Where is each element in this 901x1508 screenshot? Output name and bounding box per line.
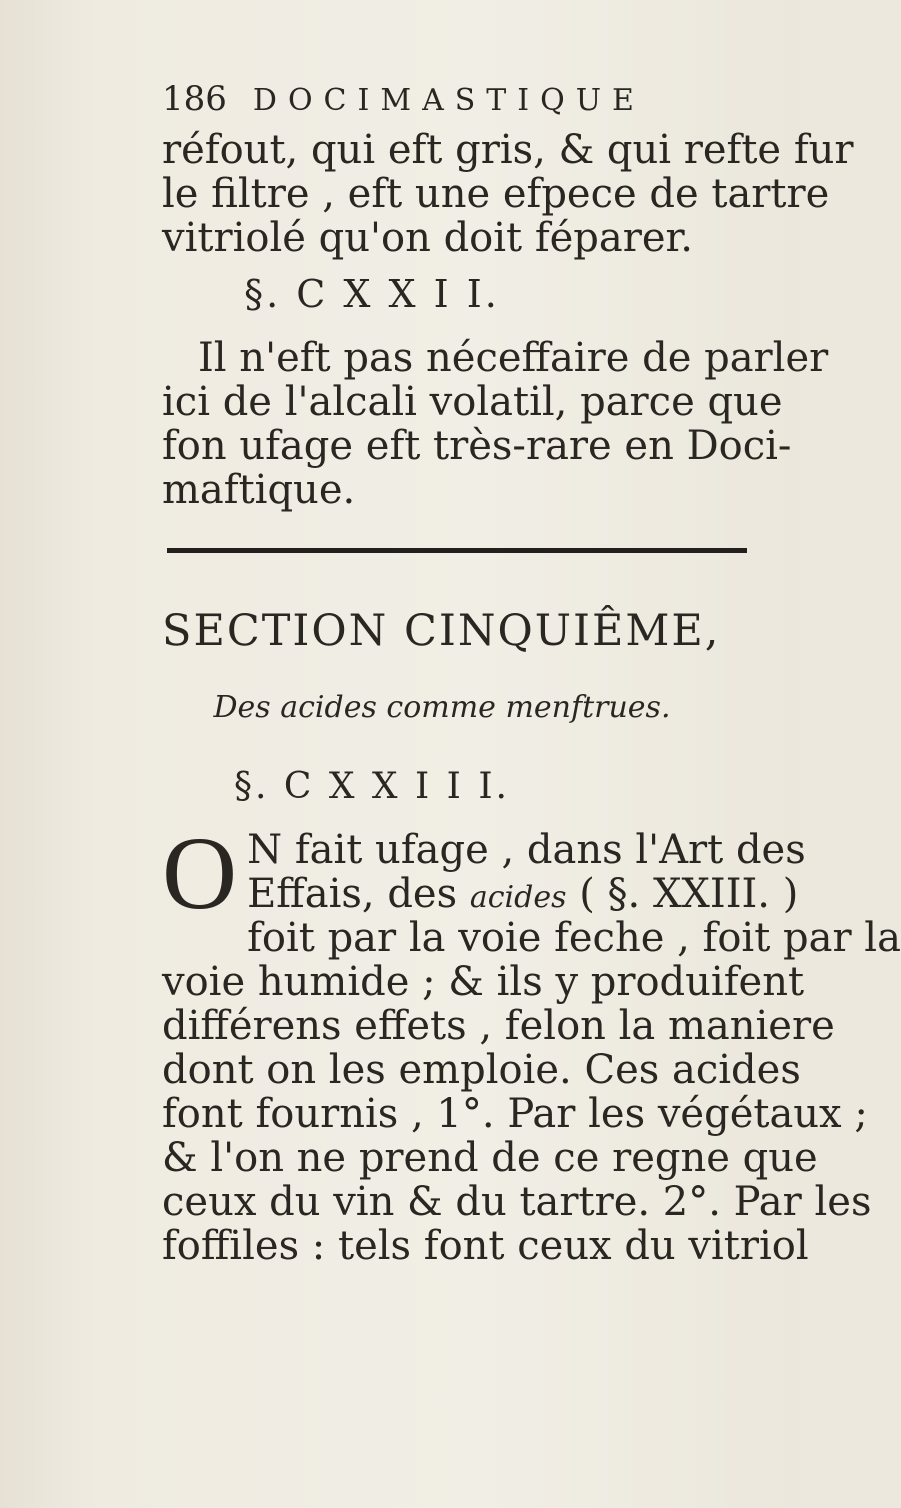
running-header <box>162 78 752 119</box>
paragraph-cxxiii <box>162 816 901 1269</box>
italic-word: acides <box>469 880 567 915</box>
text-line: le filtre , eft une efpece de tartre <box>162 171 830 217</box>
text-line: Il n'eft pas néceffaire de parler <box>198 335 829 381</box>
section-number-cxxii: §. C X X I I. <box>244 272 500 316</box>
text-line: maftique. <box>162 467 356 513</box>
text-fragment: ( §. XXIII. ) <box>566 871 799 917</box>
text-line: ici de l'alcali volatil, parce que <box>162 379 783 425</box>
text-line: différens effets , felon la maniere <box>162 1003 835 1049</box>
text-line: font fournis , 1°. Par les végétaux ; <box>162 1091 868 1137</box>
paragraph-continued <box>162 127 854 261</box>
text-line: ceux du vin & du tartre. 2°. Par les <box>162 1179 872 1225</box>
running-title: DOCIMASTIQUE <box>252 83 645 118</box>
horizontal-rule <box>167 548 747 553</box>
page-number: 186 <box>162 79 227 119</box>
drop-cap: O <box>162 816 238 931</box>
text-line: N fait ufage , dans l'Art des <box>247 827 806 873</box>
paragraph-cxxii <box>162 335 829 513</box>
text-line: & l'on ne prend de ce regne que <box>162 1135 818 1181</box>
text-line: fon ufage eft très-rare en Doci- <box>162 423 792 469</box>
section-title: SECTION CINQUIÊME, <box>162 606 721 656</box>
section-number-cxxiii: §. C X X I I I. <box>233 766 510 807</box>
text-line: dont on les emploie. Ces acides <box>162 1047 801 1093</box>
text-line: vitriolé qu'on doit féparer. <box>162 215 693 261</box>
text-line: foffiles : tels font ceux du vitriol <box>162 1223 809 1269</box>
text-line: voie humide ; & ils y produifent <box>162 959 805 1005</box>
text-line <box>162 871 799 917</box>
section-subtitle: Des acides comme menftrues. <box>213 690 671 725</box>
text-line: réfout, qui eft gris, & qui refte fur <box>162 127 854 173</box>
text-line: foit par la voie feche , foit par la <box>247 915 901 961</box>
text-fragment: Effais, des <box>247 871 470 917</box>
